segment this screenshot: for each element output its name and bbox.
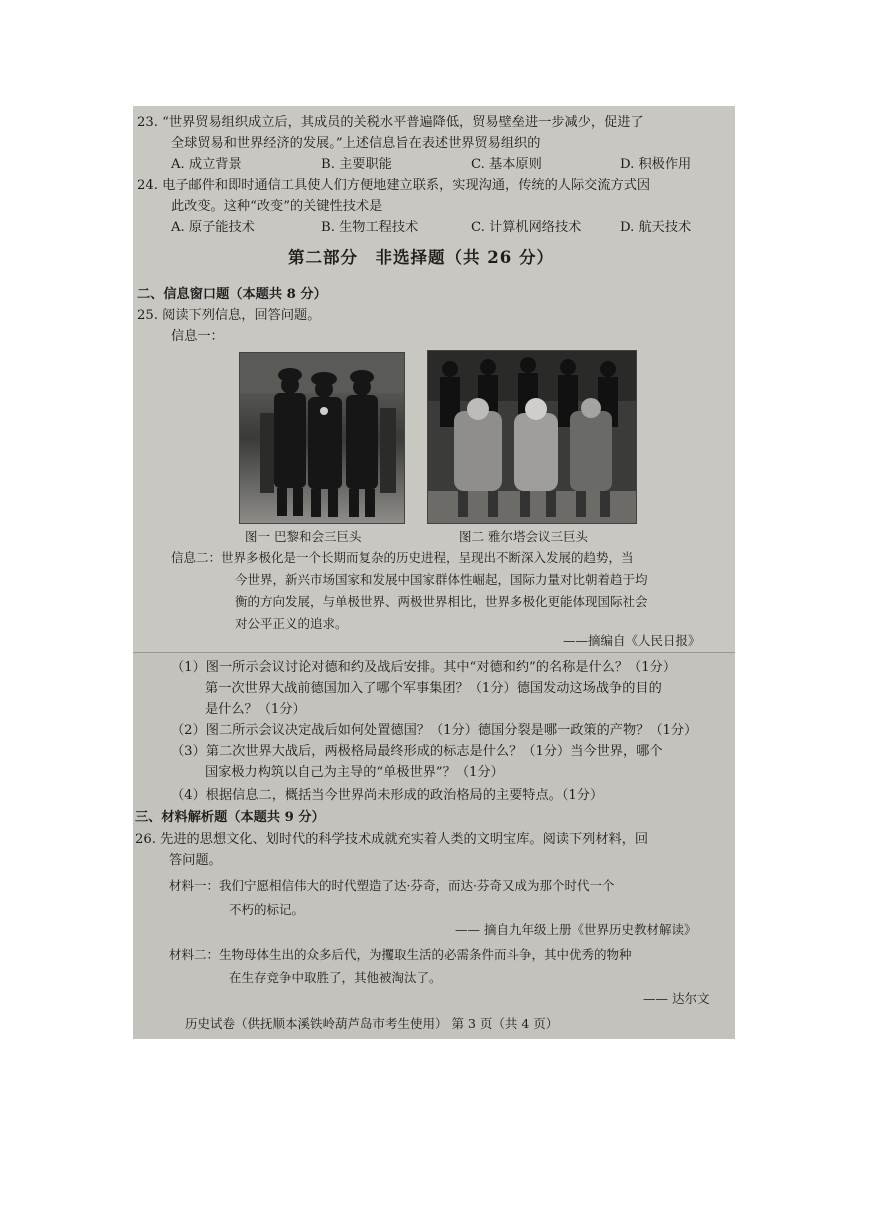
q24-option-d: D. 航天技术 xyxy=(620,220,692,235)
info2-line3: 衡的方向发展，与单极世界、两极世界相比，世界多极化更能体现国际社会 xyxy=(235,594,648,609)
material1-line2: 不朽的标记。 xyxy=(229,902,305,917)
section2-heading: 二、信息窗口题（本题共 8 分） xyxy=(137,287,327,302)
yalta-conference-photo-graphic xyxy=(428,351,636,523)
q25-sub3-line1: （3）第二次世界大战后，两极格局最终形成的标志是什么？（1分）当今世界，哪个 xyxy=(171,744,663,759)
material2-line1: 材料二：生物母体生出的众多后代，为攫取生活的必需条件而斗争，其中优秀的物种 xyxy=(169,947,632,962)
page-footer: 历史试卷（供抚顺本溪铁岭葫芦岛市考生使用） 第 3 页（共 4 页） xyxy=(185,1016,559,1031)
figure1-caption: 图一 巴黎和会三巨头 xyxy=(245,529,362,544)
q24-option-a: A. 原子能技术 xyxy=(171,220,255,235)
q24-stem-line1: 24. 电子邮件和即时通信工具使人们方便地建立联系，实现沟通，传统的人际交流方式因 xyxy=(137,178,651,193)
q23-option-d: D. 积极作用 xyxy=(620,157,692,172)
section3-heading: 三、材料解析题（本题共 9 分） xyxy=(135,810,325,825)
q25-sub1-line2: 第一次世界大战前德国加入了哪个军事集团？（1分）德国发动这场战争的目的 xyxy=(205,681,662,696)
q26-stem-line1: 26. 先进的思想文化、划时代的科学技术成就充实着人类的文明宝库。阅读下列材料，回 xyxy=(135,832,649,847)
material1-line1: 材料一：我们宁愿相信伟大的时代塑造了达·芬奇，而达·芬奇又成为那个时代一个 xyxy=(169,878,615,893)
q24-option-b: B. 生物工程技术 xyxy=(321,220,419,235)
q25-sub1-line1: （1）图一所示会议讨论对德和约及战后安排。其中“对德和约”的名称是什么？（1分） xyxy=(171,660,677,675)
q23-option-c: C. 基本原则 xyxy=(471,157,542,172)
material2-source: —— 达尔文 xyxy=(643,991,710,1006)
info2-source: ——摘编自《人民日报》 xyxy=(563,633,701,648)
paris-conference-photo-graphic xyxy=(240,353,404,523)
info2-line1: 信息二：世界多极化是一个长期而复杂的历史进程，呈现出不断深入发展的趋势，当 xyxy=(171,550,634,565)
figure2-caption: 图二 雅尔塔会议三巨头 xyxy=(459,529,588,544)
info1-label: 信息一： xyxy=(171,329,224,344)
exam-page-upper xyxy=(133,106,735,652)
material2-line2: 在生存竞争中取胜了，其他被淘汰了。 xyxy=(229,970,442,985)
q23-option-b: B. 主要职能 xyxy=(321,157,392,172)
q25-intro: 25. 阅读下列信息，回答问题。 xyxy=(137,308,321,323)
info2-line2: 今世界，新兴市场国家和发展中国家群体性崛起，国际力量对比朝着趋于均 xyxy=(235,572,648,587)
q25-sub4: （4）根据信息二，概括当今世界尚未形成的政治格局的主要特点。（1分） xyxy=(171,788,604,803)
paris-conference-photo xyxy=(239,352,405,524)
q23-stem-line2: 全球贸易和世界经济的发展。”上述信息旨在表述世界贸易组织的 xyxy=(171,136,541,151)
q23-stem-line1: 23. “世界贸易组织成立后，其成员的关税水平普遍降低，贸易壁垒进一步减少，促进了 xyxy=(137,115,644,130)
part2-title: 第二部分 非选择题（共 26 分） xyxy=(288,248,554,267)
yalta-conference-photo xyxy=(427,350,637,524)
material1-source: —— 摘自九年级上册《世界历史教材解读》 xyxy=(455,922,697,937)
q24-option-c: C. 计算机网络技术 xyxy=(471,220,582,235)
q25-sub2: （2）图二所示会议决定战后如何处置德国？（1分）德国分裂是哪一政策的产物？（1分） xyxy=(171,723,698,738)
q23-option-a: A. 成立背景 xyxy=(171,157,242,172)
info2-line4: 对公平正义的追求。 xyxy=(235,616,348,631)
q25-sub3-line2: 国家极力构筑以自己为主导的“单极世界”？（1分） xyxy=(205,765,504,780)
q24-stem-line2: 此改变。这种“改变”的关键性技术是 xyxy=(171,199,383,214)
exam-page-lower xyxy=(133,652,735,1039)
q26-stem-line2: 答问题。 xyxy=(169,853,222,868)
q25-sub1-line3: 是什么？（1分） xyxy=(205,702,306,717)
